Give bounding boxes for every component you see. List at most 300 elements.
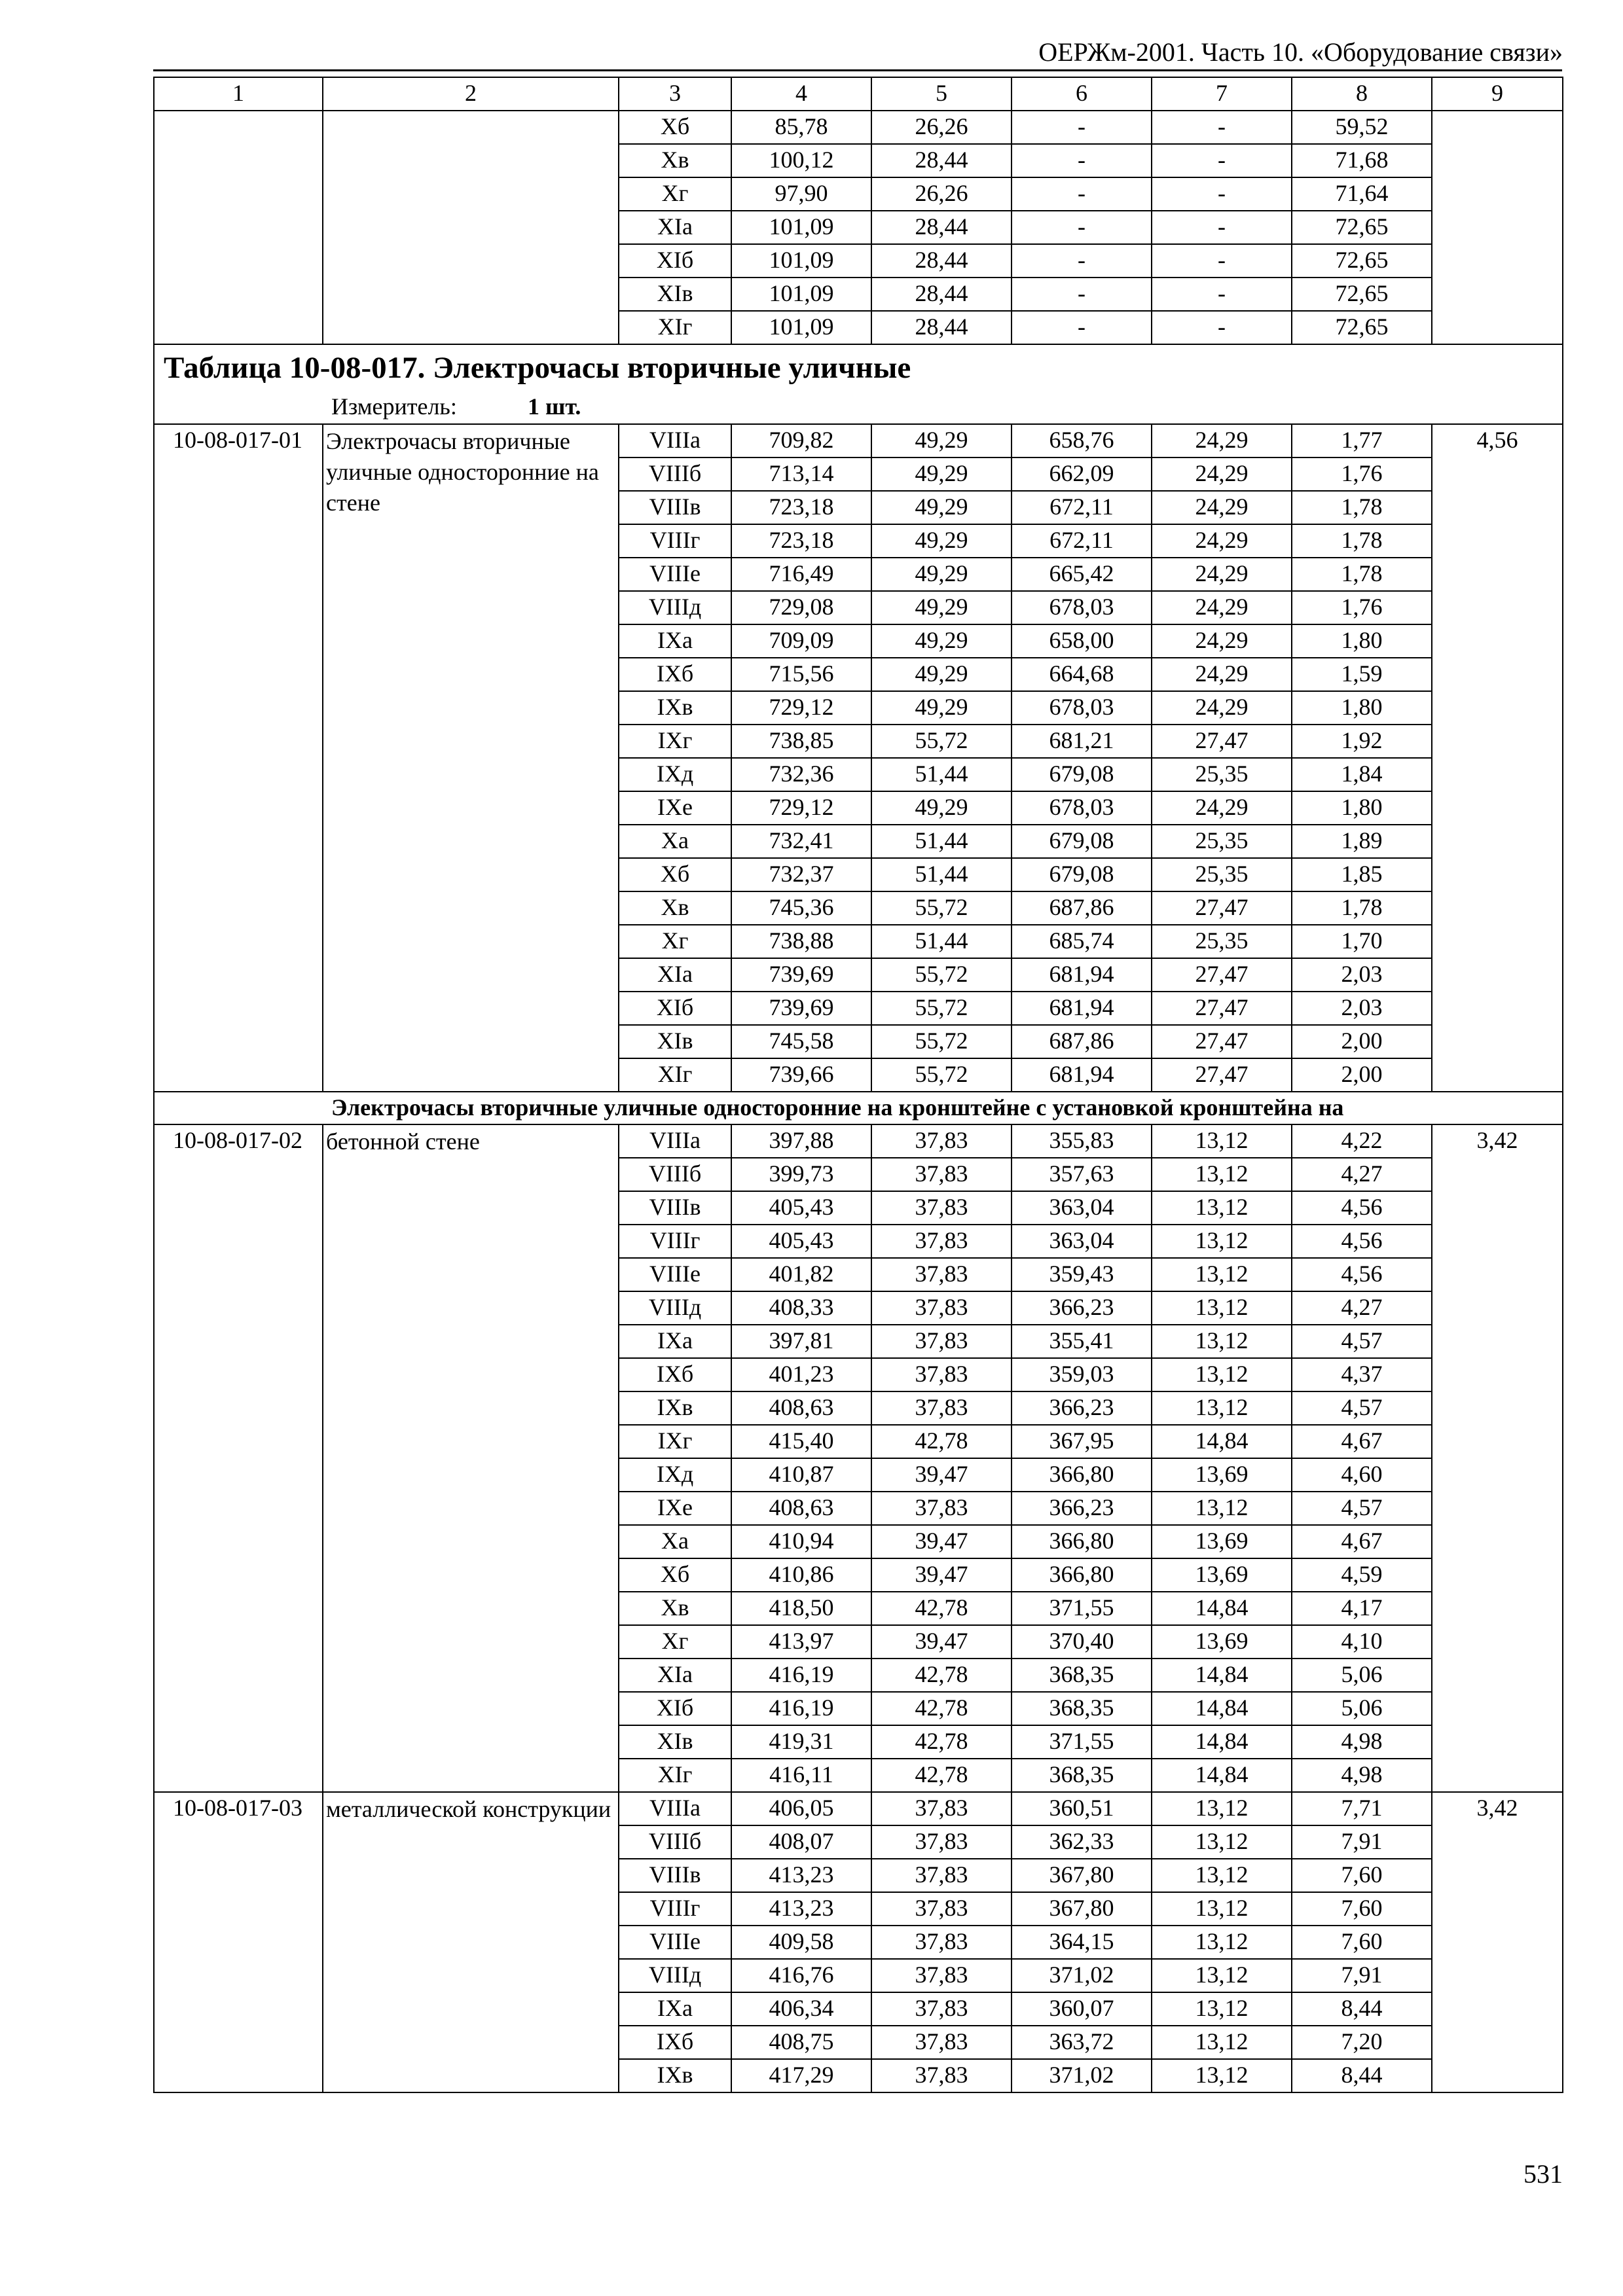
value-cell: 360,07	[1012, 1992, 1152, 2026]
value-cell: VIIIв	[619, 491, 731, 524]
running-header: ОЕРЖм-2001. Часть 10. «Оборудование связи»	[1038, 37, 1563, 67]
value-cell: 371,55	[1012, 1725, 1152, 1759]
value-cell: 715,56	[731, 658, 871, 691]
value-cell: 371,02	[1012, 1959, 1152, 1992]
value-cell: 49,29	[871, 791, 1012, 825]
value-cell: VIIIe	[619, 558, 731, 591]
value-cell: -	[1012, 177, 1152, 211]
value-cell: -	[1152, 111, 1292, 144]
value-cell: 42,78	[871, 1692, 1012, 1725]
column-number: 2	[323, 77, 619, 111]
value-cell: -	[1012, 144, 1152, 177]
value-cell: 51,44	[871, 858, 1012, 891]
value-cell: 399,73	[731, 1158, 871, 1191]
value-cell: 410,86	[731, 1558, 871, 1592]
value-cell: 4,37	[1292, 1358, 1432, 1391]
value-cell: 4,10	[1292, 1625, 1432, 1659]
value-cell: 13,12	[1152, 1258, 1292, 1291]
column-number: 8	[1292, 77, 1432, 111]
value-cell: 7,60	[1292, 1926, 1432, 1959]
value-cell: 664,68	[1012, 658, 1152, 691]
value-cell: 37,83	[871, 1158, 1012, 1191]
value-cell: 687,86	[1012, 891, 1152, 925]
value-cell: IXд	[619, 1458, 731, 1492]
value-cell: 4,57	[1292, 1391, 1432, 1425]
value-cell: 4,17	[1292, 1592, 1432, 1625]
value-cell: VIIIб	[619, 1158, 731, 1191]
value-cell: 4,27	[1292, 1158, 1432, 1191]
value-cell: 13,12	[1152, 1191, 1292, 1225]
value-cell: 101,09	[731, 211, 871, 244]
value-cell: 2,03	[1292, 958, 1432, 992]
value-cell: 49,29	[871, 658, 1012, 691]
value-cell: 28,44	[871, 144, 1012, 177]
value-cell: IXд	[619, 758, 731, 791]
value-cell: 355,41	[1012, 1325, 1152, 1358]
value-cell: 681,21	[1012, 725, 1152, 758]
value-cell: 27,47	[1152, 891, 1292, 925]
value-cell: 1,78	[1292, 891, 1432, 925]
value-cell: XIa	[619, 958, 731, 992]
value-cell: 14,84	[1152, 1725, 1292, 1759]
value-cell: 13,12	[1152, 1291, 1292, 1325]
value-cell: VIIIa	[619, 424, 731, 457]
value-cell: 24,29	[1152, 591, 1292, 624]
value-cell: -	[1012, 211, 1152, 244]
value-cell: 42,78	[871, 1592, 1012, 1625]
value-cell: XIв	[619, 278, 731, 311]
value-cell: 401,82	[731, 1258, 871, 1291]
value-cell: VIIIa	[619, 1124, 731, 1158]
value-cell: -	[1152, 211, 1292, 244]
value-cell: 49,29	[871, 424, 1012, 457]
value-cell: Xв	[619, 144, 731, 177]
value-cell: 7,20	[1292, 2026, 1432, 2059]
value-cell: 363,04	[1012, 1225, 1152, 1258]
value-cell: 729,12	[731, 691, 871, 725]
value-cell: 4,67	[1292, 1425, 1432, 1458]
value-cell: 416,11	[731, 1759, 871, 1792]
value-cell: 24,29	[1152, 624, 1292, 658]
value-cell: 42,78	[871, 1759, 1012, 1792]
value-cell: 397,81	[731, 1325, 871, 1358]
value-cell: IXг	[619, 1425, 731, 1458]
value-cell: 85,78	[731, 111, 871, 144]
value-cell: 408,33	[731, 1291, 871, 1325]
value-cell: 1,92	[1292, 725, 1432, 758]
value-cell: -	[1152, 244, 1292, 278]
column-number: 1	[154, 77, 323, 111]
value-cell: 72,65	[1292, 311, 1432, 344]
value-cell: 709,09	[731, 624, 871, 658]
value-cell: 366,23	[1012, 1291, 1152, 1325]
value-cell: 28,44	[871, 278, 1012, 311]
value-cell: Xб	[619, 1558, 731, 1592]
value-cell: 729,12	[731, 791, 871, 825]
value-cell: 49,29	[871, 457, 1012, 491]
value-cell: 14,84	[1152, 1659, 1292, 1692]
value-cell: 24,29	[1152, 524, 1292, 558]
rates-table	[153, 77, 1563, 2093]
value-cell: 410,94	[731, 1525, 871, 1558]
value-cell: Xa	[619, 1525, 731, 1558]
value-cell: 357,63	[1012, 1158, 1152, 1191]
value-cell: 13,12	[1152, 1892, 1292, 1926]
value-cell: 13,12	[1152, 1124, 1292, 1158]
value-cell: 97,90	[731, 177, 871, 211]
value-cell: 1,84	[1292, 758, 1432, 791]
value-cell: 366,80	[1012, 1525, 1152, 1558]
rate-code: 10-08-017-02	[154, 1124, 323, 1792]
value-cell: 42,78	[871, 1659, 1012, 1692]
value-cell: 4,57	[1292, 1492, 1432, 1525]
value-cell: 416,19	[731, 1659, 871, 1692]
value-cell: 405,43	[731, 1225, 871, 1258]
value-cell: 658,00	[1012, 624, 1152, 658]
value-cell: 681,94	[1012, 992, 1152, 1025]
value-cell: Xг	[619, 1625, 731, 1659]
value-cell: 716,49	[731, 558, 871, 591]
value-cell: Xб	[619, 858, 731, 891]
value-cell: XIв	[619, 1025, 731, 1058]
value-cell: 355,83	[1012, 1124, 1152, 1158]
value-cell: 14,84	[1152, 1692, 1292, 1725]
value-cell: 1,80	[1292, 791, 1432, 825]
value-cell: VIIIд	[619, 1291, 731, 1325]
value-cell: 2,00	[1292, 1025, 1432, 1058]
value-cell: 7,91	[1292, 1825, 1432, 1859]
value-cell: 418,50	[731, 1592, 871, 1625]
value-cell: 685,74	[1012, 925, 1152, 958]
value-cell: IXa	[619, 1325, 731, 1358]
value-cell: VIIIг	[619, 524, 731, 558]
value-cell: 28,44	[871, 311, 1012, 344]
value-cell: 679,08	[1012, 825, 1152, 858]
value-cell: 51,44	[871, 925, 1012, 958]
value-cell: 13,12	[1152, 1158, 1292, 1191]
value-cell: -	[1012, 111, 1152, 144]
value-cell: 25,35	[1152, 825, 1292, 858]
value-cell: 49,29	[871, 524, 1012, 558]
column-number: 7	[1152, 77, 1292, 111]
value-cell: 71,68	[1292, 144, 1432, 177]
table-row	[154, 424, 1563, 457]
value-cell: 1,77	[1292, 424, 1432, 457]
value-cell: 24,29	[1152, 424, 1292, 457]
value-cell: 367,80	[1012, 1892, 1152, 1926]
value-cell: 7,71	[1292, 1792, 1432, 1825]
value-cell: VIIIв	[619, 1859, 731, 1892]
value-cell: 1,80	[1292, 624, 1432, 658]
value-cell: Xa	[619, 825, 731, 858]
value-cell: 24,29	[1152, 558, 1292, 591]
rate-code: 10-08-017-03	[154, 1792, 323, 2092]
table-title: Таблица 10-08-017. Электрочасы вторичные уличные	[154, 344, 1563, 391]
value-cell: 1,89	[1292, 825, 1432, 858]
value-cell: 24,29	[1152, 791, 1292, 825]
value-cell: 100,12	[731, 144, 871, 177]
value-cell: 713,14	[731, 457, 871, 491]
value-cell: 709,82	[731, 424, 871, 457]
value-cell: 4,56	[1292, 1225, 1432, 1258]
value-cell: VIIIг	[619, 1225, 731, 1258]
value-cell: IXб	[619, 1358, 731, 1391]
page-number: 531	[1523, 2159, 1563, 2189]
value-cell: 370,40	[1012, 1625, 1152, 1659]
value-cell: 672,11	[1012, 491, 1152, 524]
table-row	[154, 1792, 1563, 1825]
value-cell: -	[1152, 311, 1292, 344]
value-cell: 729,08	[731, 591, 871, 624]
value-cell: 739,66	[731, 1058, 871, 1092]
value-cell: 37,83	[871, 1926, 1012, 1959]
value-cell: 417,29	[731, 2059, 871, 2092]
value-cell: IXв	[619, 1391, 731, 1425]
value-cell: 745,58	[731, 1025, 871, 1058]
value-cell: VIIIг	[619, 1892, 731, 1926]
column-number: 5	[871, 77, 1012, 111]
column-number: 6	[1012, 77, 1152, 111]
value-cell: -	[1152, 177, 1292, 211]
value-cell: 1,59	[1292, 658, 1432, 691]
value-cell: XIг	[619, 1058, 731, 1092]
value-cell: 413,23	[731, 1892, 871, 1926]
value-cell: IXв	[619, 2059, 731, 2092]
value-cell: 665,42	[1012, 558, 1152, 591]
value-cell: 49,29	[871, 491, 1012, 524]
column-number: 9	[1432, 77, 1563, 111]
value-cell: 13,12	[1152, 1859, 1292, 1892]
value-cell: 7,60	[1292, 1859, 1432, 1892]
value-cell: 101,09	[731, 311, 871, 344]
value-cell: IXг	[619, 725, 731, 758]
value-cell: 49,29	[871, 691, 1012, 725]
value-cell: 72,65	[1292, 244, 1432, 278]
value-cell: 419,31	[731, 1725, 871, 1759]
value-cell: 1,70	[1292, 925, 1432, 958]
value-cell: 4,57	[1292, 1325, 1432, 1358]
value-cell: 55,72	[871, 1025, 1012, 1058]
value-cell: 367,80	[1012, 1859, 1152, 1892]
value-cell: 55,72	[871, 958, 1012, 992]
value-cell: 5,06	[1292, 1659, 1432, 1692]
value-cell: 55,72	[871, 1058, 1012, 1092]
description-cell	[323, 111, 619, 344]
value-cell: 13,12	[1152, 1391, 1292, 1425]
value-cell: 678,03	[1012, 791, 1152, 825]
value-cell: 13,12	[1152, 1225, 1292, 1258]
table-row	[154, 111, 1563, 144]
value-cell: 72,65	[1292, 278, 1432, 311]
value-cell: 366,80	[1012, 1458, 1152, 1492]
value-cell: 7,60	[1292, 1892, 1432, 1926]
value-cell: 13,69	[1152, 1625, 1292, 1659]
value-cell: 27,47	[1152, 958, 1292, 992]
value-cell: Xг	[619, 925, 731, 958]
value-cell: IXe	[619, 791, 731, 825]
value-cell: 7,91	[1292, 1959, 1432, 1992]
value-cell: 416,76	[731, 1959, 871, 1992]
value-cell: 13,12	[1152, 1825, 1292, 1859]
value-cell: VIIIв	[619, 1191, 731, 1225]
value-cell: 13,69	[1152, 1558, 1292, 1592]
value-cell: 28,44	[871, 211, 1012, 244]
value-cell: 5,06	[1292, 1692, 1432, 1725]
value-cell: IXв	[619, 691, 731, 725]
value-cell: 39,47	[871, 1458, 1012, 1492]
value-cell: 4,22	[1292, 1124, 1432, 1158]
column-number: 3	[619, 77, 731, 111]
value-cell: 4,98	[1292, 1759, 1432, 1792]
value-cell: 408,07	[731, 1825, 871, 1859]
value-cell: 738,85	[731, 725, 871, 758]
value-cell: 739,69	[731, 992, 871, 1025]
value-cell: 360,51	[1012, 1792, 1152, 1825]
value-cell: 409,58	[731, 1926, 871, 1959]
value-cell: 27,47	[1152, 1025, 1292, 1058]
value-cell: 738,88	[731, 925, 871, 958]
rate-code: 10-08-017-01	[154, 424, 323, 1092]
value-cell: XIa	[619, 211, 731, 244]
value-cell: 359,43	[1012, 1258, 1152, 1291]
value-cell: XIв	[619, 1725, 731, 1759]
value-cell: 681,94	[1012, 958, 1152, 992]
value-cell: 13,12	[1152, 1926, 1292, 1959]
value-cell: 39,47	[871, 1558, 1012, 1592]
value-cell: VIIIб	[619, 457, 731, 491]
value-cell: 59,52	[1292, 111, 1432, 144]
value-cell: 37,83	[871, 1959, 1012, 1992]
value-cell: 42,78	[871, 1725, 1012, 1759]
value-cell: 371,55	[1012, 1592, 1152, 1625]
value-cell: 1,80	[1292, 691, 1432, 725]
value-cell: 406,05	[731, 1792, 871, 1825]
value-cell: 24,29	[1152, 457, 1292, 491]
rate-description: бетонной стене	[323, 1124, 619, 1792]
value-cell: -	[1012, 311, 1152, 344]
value-cell: 55,72	[871, 891, 1012, 925]
value-cell: 101,09	[731, 244, 871, 278]
value-cell: 413,23	[731, 1859, 871, 1892]
value-cell: 14,84	[1152, 1425, 1292, 1458]
value-cell: Xг	[619, 177, 731, 211]
value-cell: 4,60	[1292, 1458, 1432, 1492]
value-cell: XIг	[619, 1759, 731, 1792]
value-cell: 24,29	[1152, 691, 1292, 725]
value-cell: -	[1152, 144, 1292, 177]
value-cell: 37,83	[871, 1358, 1012, 1391]
meter-label: Измеритель:	[331, 393, 457, 420]
value-cell: 368,35	[1012, 1659, 1152, 1692]
value-cell: 37,83	[871, 1225, 1012, 1258]
value-cell: 1,85	[1292, 858, 1432, 891]
value-cell: 1,76	[1292, 591, 1432, 624]
value-cell: 371,02	[1012, 2059, 1152, 2092]
value-cell: 397,88	[731, 1124, 871, 1158]
value-cell: 1,78	[1292, 524, 1432, 558]
value-cell: 406,34	[731, 1992, 871, 2026]
value-cell: XIб	[619, 992, 731, 1025]
value-cell: 13,69	[1152, 1525, 1292, 1558]
value-cell: 408,75	[731, 2026, 871, 2059]
subheading: Электрочасы вторичные уличные односторонние на кронштейне с установкой кронштейна на	[154, 1092, 1563, 1124]
value-cell: 37,83	[871, 1325, 1012, 1358]
value-cell: 37,83	[871, 1859, 1012, 1892]
value-cell: 401,23	[731, 1358, 871, 1391]
value-cell: IXe	[619, 1492, 731, 1525]
value-cell: VIIIд	[619, 1959, 731, 1992]
value-cell: 678,03	[1012, 691, 1152, 725]
value-cell: 26,26	[871, 177, 1012, 211]
value-cell: 4,98	[1292, 1725, 1432, 1759]
value-cell: 37,83	[871, 1992, 1012, 2026]
value-cell: 359,03	[1012, 1358, 1152, 1391]
value-cell: 366,23	[1012, 1391, 1152, 1425]
meter-value: 1 шт.	[528, 393, 581, 420]
value-cell: 72,65	[1292, 211, 1432, 244]
value-cell: 39,47	[871, 1625, 1012, 1659]
value-cell: 679,08	[1012, 758, 1152, 791]
value-cell: 13,12	[1152, 1492, 1292, 1525]
value-cell: 662,09	[1012, 457, 1152, 491]
rate-description: Электрочасы вторичные уличные односторонние на стене	[323, 424, 619, 1092]
value-cell: 368,35	[1012, 1692, 1152, 1725]
value-cell: 408,63	[731, 1492, 871, 1525]
value-cell: 723,18	[731, 491, 871, 524]
value-cell: 672,11	[1012, 524, 1152, 558]
value-cell: Xв	[619, 891, 731, 925]
column-number: 4	[731, 77, 871, 111]
value-cell: 732,37	[731, 858, 871, 891]
value-cell: 27,47	[1152, 992, 1292, 1025]
value-cell: 413,97	[731, 1625, 871, 1659]
value-cell: VIIIд	[619, 591, 731, 624]
value-cell: 364,15	[1012, 1926, 1152, 1959]
col9-value: 3,42	[1432, 1124, 1563, 1792]
value-cell: XIб	[619, 1692, 731, 1725]
value-cell: 37,83	[871, 1892, 1012, 1926]
value-cell: 25,35	[1152, 858, 1292, 891]
value-cell: 37,83	[871, 1258, 1012, 1291]
header-rule	[153, 69, 1562, 71]
value-cell: 405,43	[731, 1191, 871, 1225]
value-cell: 24,29	[1152, 658, 1292, 691]
value-cell: XIб	[619, 244, 731, 278]
value-cell: 362,33	[1012, 1825, 1152, 1859]
value-cell: 71,64	[1292, 177, 1432, 211]
value-cell: 4,27	[1292, 1291, 1432, 1325]
value-cell: 1,76	[1292, 457, 1432, 491]
value-cell: 14,84	[1152, 1759, 1292, 1792]
value-cell: 363,04	[1012, 1191, 1152, 1225]
value-cell: 687,86	[1012, 1025, 1152, 1058]
value-cell: 37,83	[871, 1792, 1012, 1825]
value-cell: 37,83	[871, 1191, 1012, 1225]
value-cell: 723,18	[731, 524, 871, 558]
value-cell: VIIIб	[619, 1825, 731, 1859]
value-cell: 28,44	[871, 244, 1012, 278]
value-cell: 13,69	[1152, 1458, 1292, 1492]
value-cell: 732,36	[731, 758, 871, 791]
value-cell: 4,59	[1292, 1558, 1432, 1592]
value-cell: 37,83	[871, 1391, 1012, 1425]
value-cell: 27,47	[1152, 725, 1292, 758]
value-cell: 8,44	[1292, 2059, 1432, 2092]
value-cell: 51,44	[871, 758, 1012, 791]
value-cell: XIг	[619, 311, 731, 344]
value-cell: VIIIe	[619, 1926, 731, 1959]
value-cell: 49,29	[871, 558, 1012, 591]
